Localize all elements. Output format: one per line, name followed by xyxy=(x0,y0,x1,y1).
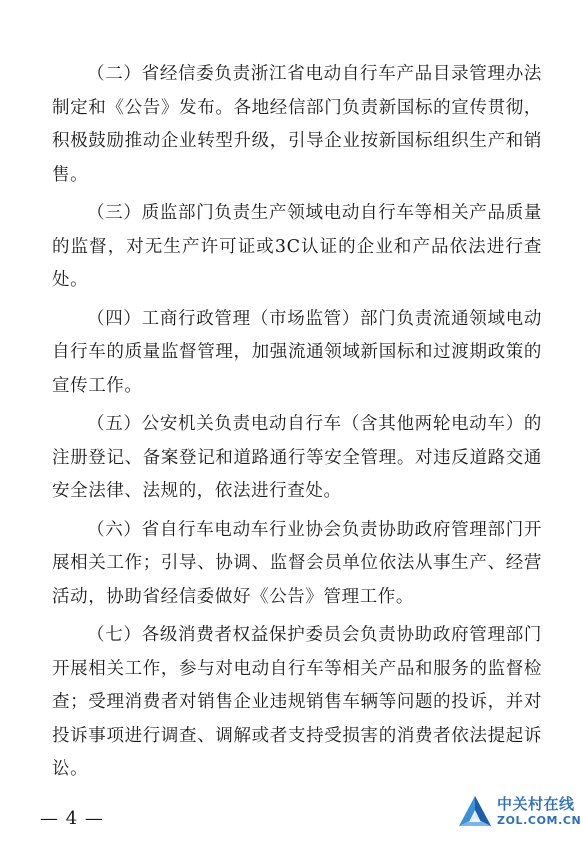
watermark xyxy=(455,790,582,836)
paragraph-4: （四）工商行政管理（市场监管）部门负责流通领域电动自行车的质量监督管理，加强流通领域新国标和过渡期政策的宣传工作。 xyxy=(52,308,542,396)
paragraph-5: （五）公安机关负责电动自行车（含其他两轮电动车）的注册登记、备案登记和道路通行等安全管理。对违反道路交通安全法律、法规的，依法进行查处。 xyxy=(52,414,542,501)
paragraph-6: （六）省自行车电动车行业协会负责协助政府管理部门开展相关工作；引导、协调、监督会员单位依法从事生产、经营活动，协助省经信委做好《公告》管理工作。 xyxy=(52,519,542,607)
paragraph-3: （三）质监部门负责生产领域电动自行车等相关产品质量的监督，对无生产许可证或3C认证的企业和产品依法进行查处。 xyxy=(52,203,542,290)
watermark-url: ZOL.COM.CN xyxy=(497,814,582,827)
document-body xyxy=(52,58,542,792)
page-number: — 4 — xyxy=(40,808,104,829)
zol-logo-icon xyxy=(455,792,495,832)
paragraph-2: （二）省经信委负责浙江省电动自行车产品目录管理办法制定和《公告》发布。各地经信部门负责新国标的宣传贯彻，积极鼓励推动企业转型升级，引导企业按新国标组织生产和销售。 xyxy=(52,64,542,185)
watermark-name: 中关村在线 xyxy=(497,795,575,813)
paragraph-7: （七）各级消费者权益保护委员会负责协助政府管理部门开展相关工作，参与对电动自行车等相关产品和服务的监督检查；受理消费者对销售企业违规销售车辆等问题的投诉，并对投诉事项进行调查、调解或者支持受损害的消费者依法提起诉讼。 xyxy=(52,625,542,779)
